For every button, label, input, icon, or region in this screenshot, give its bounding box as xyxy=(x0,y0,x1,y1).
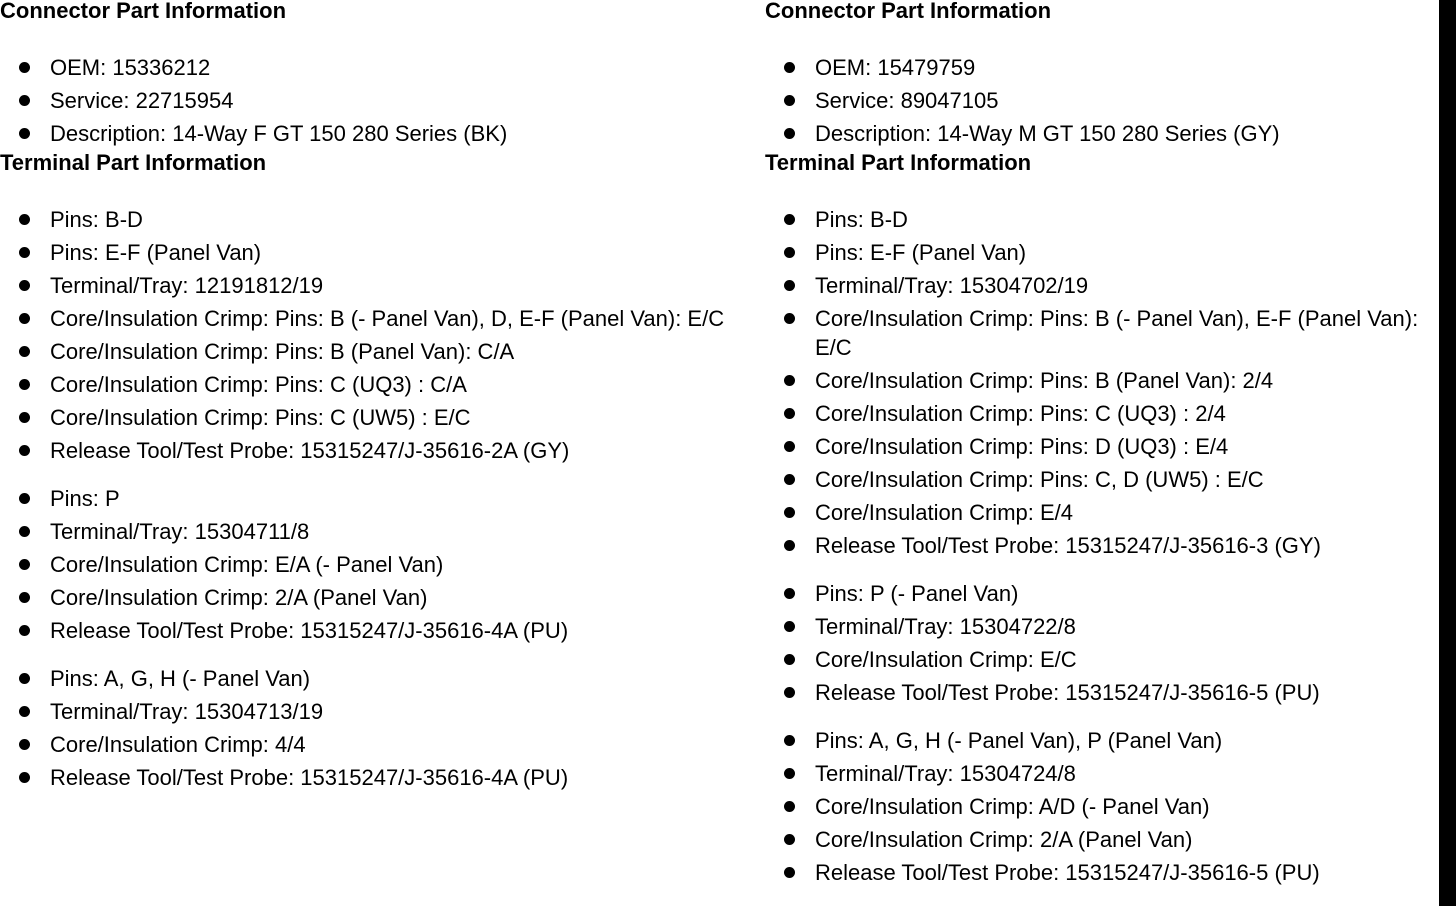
list-item: Core/Insulation Crimp: Pins: C (UW5) : E/C xyxy=(0,403,740,432)
list-item: Service: 89047105 xyxy=(765,86,1437,115)
list-item: Core/Insulation Crimp: Pins: C (UQ3) : 2/4 xyxy=(765,399,1437,428)
list-item: OEM: 15336212 xyxy=(0,53,740,82)
list-item: Pins: A, G, H (- Panel Van) xyxy=(0,664,740,693)
terminal-group-list xyxy=(0,205,740,465)
connector-part-list xyxy=(0,53,740,148)
terminal-group-list xyxy=(0,664,740,792)
terminal-group-list xyxy=(765,205,1437,560)
list-item: Core/Insulation Crimp: Pins: D (UQ3) : E/4 xyxy=(765,432,1437,461)
list-item: Terminal/Tray: 12191812/19 xyxy=(0,271,740,300)
list-item: Pins: B-D xyxy=(0,205,740,234)
connector-part-heading: Connector Part Information xyxy=(765,0,1052,23)
list-item: Core/Insulation Crimp: E/A (- Panel Van) xyxy=(0,550,740,579)
list-item: Description: 14-Way M GT 150 280 Series (GY) xyxy=(765,119,1437,148)
list-item: Core/Insulation Crimp: Pins: B (- Panel Van), E-F (Panel Van): E/C xyxy=(765,304,1437,362)
right-connector-column xyxy=(765,0,1437,891)
list-item: Terminal/Tray: 15304724/8 xyxy=(765,759,1437,788)
page-edge-bar xyxy=(1439,0,1456,906)
list-item: Pins: P xyxy=(0,484,740,513)
terminal-group-list xyxy=(765,579,1437,707)
list-item: Service: 22715954 xyxy=(0,86,740,115)
list-item: Core/Insulation Crimp: Pins: C (UQ3) : C/A xyxy=(0,370,740,399)
list-item: Release Tool/Test Probe: 15315247/J-35616-2A (GY) xyxy=(0,436,740,465)
list-item: Core/Insulation Crimp: E/C xyxy=(765,645,1437,674)
list-item: Core/Insulation Crimp: Pins: B (Panel Van): 2/4 xyxy=(765,366,1437,395)
list-item: Core/Insulation Crimp: 4/4 xyxy=(0,730,740,759)
list-item: Description: 14-Way F GT 150 280 Series (BK) xyxy=(0,119,740,148)
list-item: Core/Insulation Crimp: E/4 xyxy=(765,498,1437,527)
list-item: Pins: E-F (Panel Van) xyxy=(0,238,740,267)
connector-part-list xyxy=(765,53,1437,148)
terminal-part-heading: Terminal Part Information xyxy=(0,150,267,175)
list-item: Pins: B-D xyxy=(765,205,1437,234)
list-item: Core/Insulation Crimp: Pins: B (- Panel Van), D, E-F (Panel Van): E/C xyxy=(0,304,740,333)
list-item: Core/Insulation Crimp: Pins: C, D (UW5) : E/C xyxy=(765,465,1437,494)
list-item: Terminal/Tray: 15304702/19 xyxy=(765,271,1437,300)
list-item: Release Tool/Test Probe: 15315247/J-35616-4A (PU) xyxy=(0,616,740,645)
list-item: Pins: A, G, H (- Panel Van), P (Panel Van) xyxy=(765,726,1437,755)
list-item: Terminal/Tray: 15304711/8 xyxy=(0,517,740,546)
list-item: Terminal/Tray: 15304713/19 xyxy=(0,697,740,726)
left-connector-column xyxy=(0,0,740,796)
terminal-group-list xyxy=(765,726,1437,887)
list-item: Release Tool/Test Probe: 15315247/J-35616-5 (PU) xyxy=(765,858,1437,887)
list-item: Core/Insulation Crimp: A/D (- Panel Van) xyxy=(765,792,1437,821)
list-item: Terminal/Tray: 15304722/8 xyxy=(765,612,1437,641)
list-item: Core/Insulation Crimp: Pins: B (Panel Van): C/A xyxy=(0,337,740,366)
list-item: Pins: P (- Panel Van) xyxy=(765,579,1437,608)
list-item: Pins: E-F (Panel Van) xyxy=(765,238,1437,267)
terminal-group-list xyxy=(0,484,740,645)
list-item: Release Tool/Test Probe: 15315247/J-35616-3 (GY) xyxy=(765,531,1437,560)
connector-part-heading: Connector Part Information xyxy=(0,0,287,23)
terminal-part-heading: Terminal Part Information xyxy=(765,150,1032,175)
list-item: Release Tool/Test Probe: 15315247/J-35616-5 (PU) xyxy=(765,678,1437,707)
list-item: OEM: 15479759 xyxy=(765,53,1437,82)
list-item: Core/Insulation Crimp: 2/A (Panel Van) xyxy=(0,583,740,612)
list-item: Release Tool/Test Probe: 15315247/J-35616-4A (PU) xyxy=(0,763,740,792)
list-item: Core/Insulation Crimp: 2/A (Panel Van) xyxy=(765,825,1437,854)
